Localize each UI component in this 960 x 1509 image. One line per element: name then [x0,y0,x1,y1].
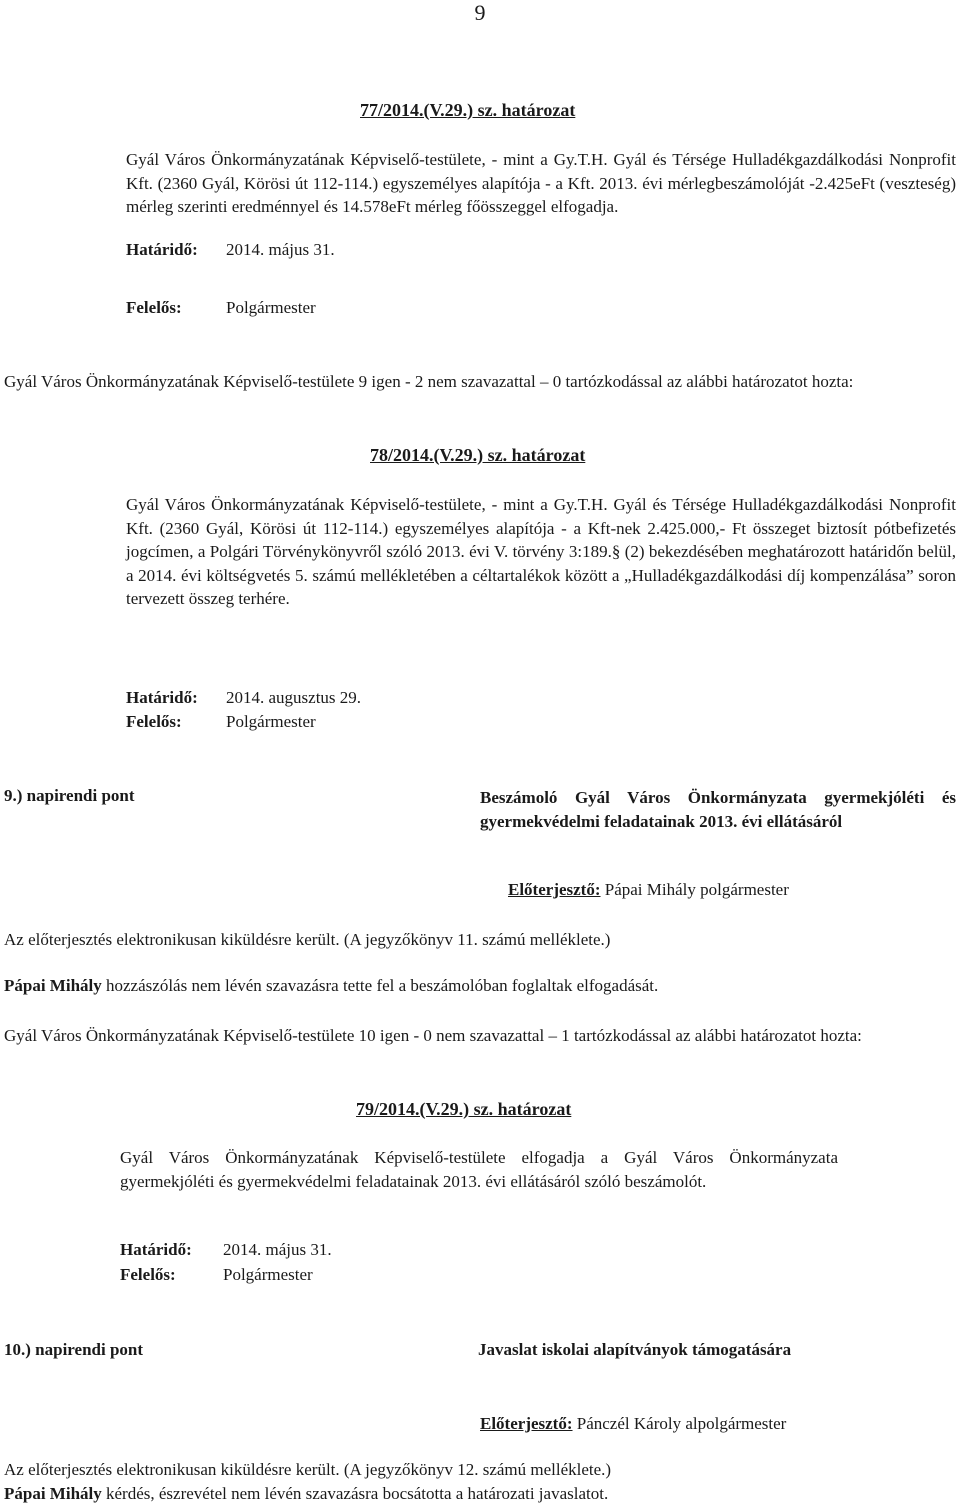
presenter-value: Pánczél Károly alpolgármester [576,1414,787,1433]
deadline-value: 2014. május 31. [223,1240,332,1259]
agenda-item-9-presenter [508,880,789,900]
agenda-item-9-speaker-paragraph [4,976,658,996]
speaker-text: hozzászólás nem lévén szavazásra tette fel a beszámolóban foglaltak elfogadását. [106,976,659,995]
agenda-item-9-title: Beszámoló Gyál Város Önkormányzata gyermekjóléti és gyermekvédelmi feladatainak 2013. évi ellátásáról [480,788,956,831]
agenda-item-10-sent-note: Az előterjesztés elektronikusan kiküldésre került. (A jegyzőkönyv 12. számú melléklete.) [4,1460,612,1479]
resolution-77-responsible [126,298,316,318]
presenter-value: Pápai Mihály polgármester [604,880,789,899]
resolution-79-body: Gyál Város Önkormányzatának Képviselő-testülete elfogadja a Gyál Város Önkormányzata gyermekjóléti és gyermekvédelmi feladatainak 2013. évi ellátásáról szóló beszámolót. [120,1148,838,1191]
resolution-78-body: Gyál Város Önkormányzatának Képviselő-testülete, - mint a Gy.T.H. Gyál és Térsége Hulladékgazdálkodási Nonprofit Kft. (2360 Gyál, Körösi út 112-114.) egyszemélyes alapítója - a Kft-nek 2.425.000,- Ft összeget biztosít pótbefizetés jogcímen, a Polgári Törvénykönyvről szóló 2013. évi V. törvény 3:189.§ (2) bekezdésében meghatározott határidőn belül, a 2014. évi költségvetés 5. számú mellékletében a céltartalékok között a „Hulladékgazdálkodási díj kompenzálása” soron tervezett összeg terhére. [126,495,956,609]
presenter-label: Előterjesztő: [508,880,601,899]
responsible-label: Felelős: [126,298,182,317]
page-number: 9 [474,0,486,25]
responsible-label: Felelős: [126,712,182,731]
presenter-label: Előterjesztő: [480,1414,573,1433]
resolution-78-title: 78/2014.(V.29.) sz. határozat [370,445,586,465]
resolution-78-responsible [126,712,316,732]
vote-paragraph-1: Gyál Város Önkormányzatának Képviselő-testülete 9 igen - 2 nem szavazattal – 0 tartózkodással az alábbi határozatot hozta: [4,372,854,391]
speaker-name: Pápai Mihály [4,976,102,995]
responsible-label: Felelős: [120,1265,176,1284]
resolution-77-deadline [126,240,335,260]
speaker-text: kérdés, észrevétel nem lévén szavazásra bocsátotta a határozati javaslatot. [106,1484,609,1503]
deadline-label: Határidő: [126,240,198,259]
resolution-79-deadline [120,1240,332,1260]
agenda-item-10-title: Javaslat iskolai alapítványok támogatására [478,1340,792,1359]
resolution-79-responsible [120,1265,313,1285]
resolution-77-title: 77/2014.(V.29.) sz. határozat [360,100,576,120]
resolution-78-deadline [126,688,361,708]
vote-paragraph-2: Gyál Város Önkormányzatának Képviselő-testülete 10 igen - 0 nem szavazattal – 1 tartózkodással az alábbi határozatot hozta: [4,1026,862,1045]
agenda-item-10-speaker-paragraph [4,1484,608,1504]
responsible-value: Polgármester [226,298,316,317]
agenda-item-10-label: 10.) napirendi pont [4,1340,144,1359]
agenda-item-10-presenter [480,1414,786,1434]
deadline-value: 2014. augusztus 29. [226,688,362,707]
deadline-label: Határidő: [126,688,198,707]
responsible-value: Polgármester [223,1265,313,1284]
deadline-value: 2014. május 31. [226,240,335,259]
resolution-77-body: Gyál Város Önkormányzatának Képviselő-testülete, - mint a Gy.T.H. Gyál és Térsége Hulladékgazdálkodási Nonprofit Kft. (2360 Gyál, Körösi út 112-114.) egyszemélyes alapítója - a Kft. 2013. évi mérlegbeszámolóját -2.425eFt (veszteség) mérleg szerinti eredménnyel és 14.578eFt mérleg főösszeggel elfogadja. [126,150,956,217]
deadline-label: Határidő: [120,1240,192,1259]
resolution-79-title: 79/2014.(V.29.) sz. határozat [356,1099,572,1119]
agenda-item-9-sent-note: Az előterjesztés elektronikusan kiküldésre került. (A jegyzőkönyv 11. számú melléklete.) [4,930,611,949]
agenda-item-9-label: 9.) napirendi pont [4,786,135,805]
responsible-value: Polgármester [226,712,316,731]
speaker-name: Pápai Mihály [4,1484,102,1503]
